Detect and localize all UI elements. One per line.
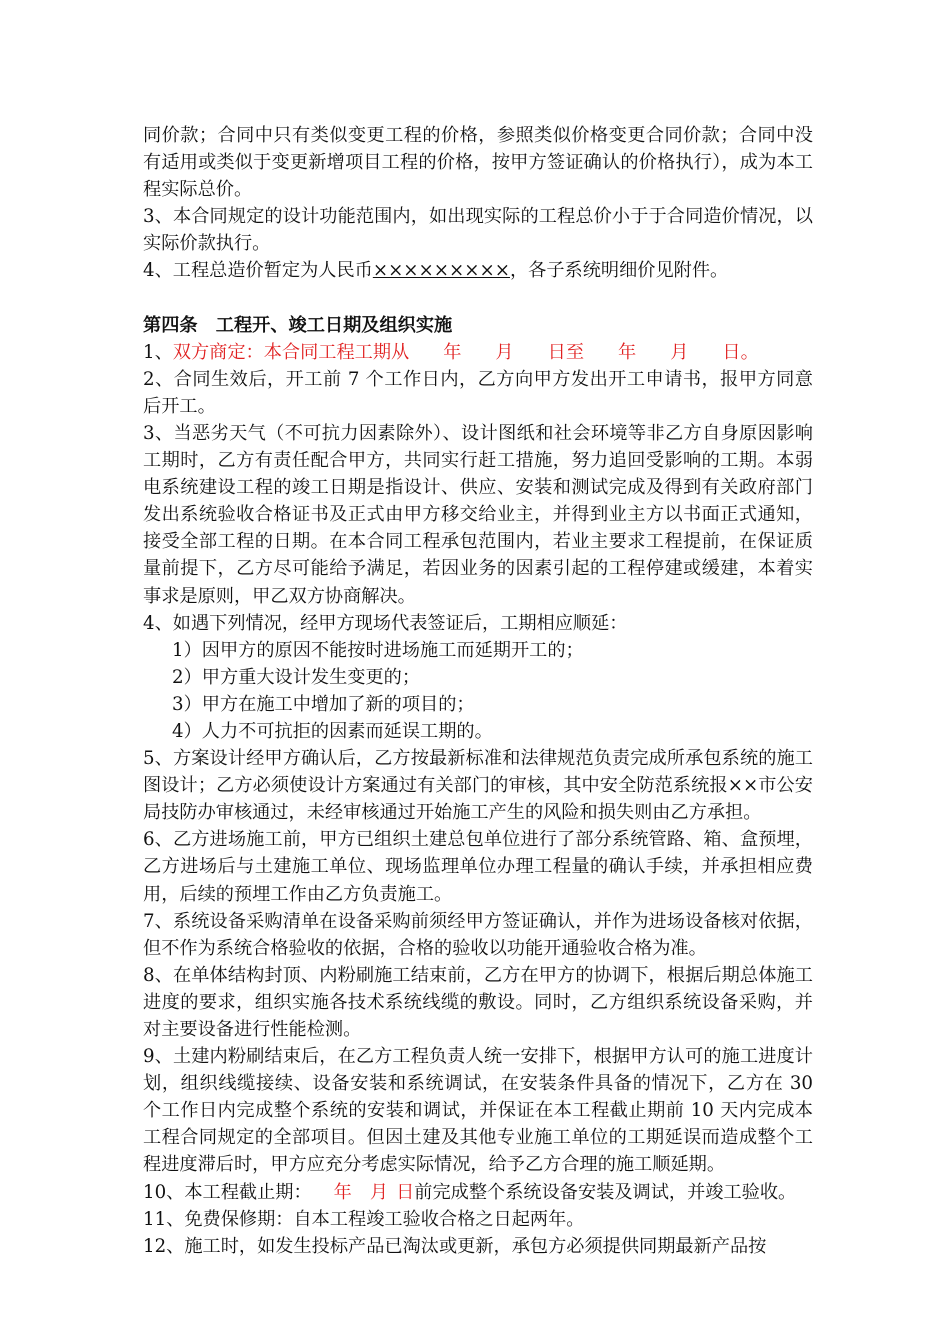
clause-4: 4、如遇下列情况，经甲方现场代表签证后，工期相应顺延： (143, 612, 628, 634)
clause-4-item-2: 2）甲方重大设计发生变更的； (172, 666, 421, 688)
clause-9: 9、土建内粉刷结束后，在乙方工程负责人统一安排下，根据甲方认可的施工进度计划，组织线缆接续、设备安装和系统调试，在安装条件具备的情况下，乙方在 30 个工作日内完成整个系统的安装和调试，并保证在本工程截止期前 10 天内完成本工程合同规定的全部项目。但因土建及其他专业施工单位的工期延误而造成整个工程进度滞后时，甲方应充分考虑实际情况，给予乙方合理的施工顺延期。 (143, 1046, 813, 1176)
paragraph-price-continuation: 同价款；合同中只有类似变更工程的价格，参照类似价格变更合同价款；合同中没有适用或类似于变更新增项目工程的价格，按甲方签证确认的价格执行），成为本工程实际总价。 (143, 125, 813, 201)
schedule-end-day: 日。 (722, 341, 759, 363)
section-gap (143, 285, 813, 312)
deadline-month: 月 (369, 1181, 389, 1203)
schedule-start-month: 月 (495, 341, 514, 363)
clause-4-item-1: 1）因甲方的原因不能按时进场施工而延期开工的； (172, 639, 584, 661)
deadline-year: 年 (333, 1181, 352, 1203)
clause-1-schedule (143, 339, 813, 366)
clause-3: 3、当恶劣天气（不可抗力因素除外）、设计图纸和社会环境等非乙方自身原因影响工期时，乙方有责任配合甲方，共同实行赶工措施，努力追回受影响的工期。本弱电系统建设工程的竣工日期是指设计、供应、安装和测试完成及得到有关政府部门发出系统验收合格证书及正式由甲方移交给业主，并得到业主方以书面正式通知，接受全部工程的日期。在本合同工程承包范围内，若业主要求工程提前，在保证质量前提下，乙方尽可能给予满足，若因业务的因素引起的工程停建或缓建，本着实事求是原则，甲乙双方协商解决。 (143, 422, 813, 607)
schedule-start-day: 日至 (547, 341, 585, 363)
total-price-suffix: ，各子系统明细价见附件。 (509, 260, 729, 282)
total-price-prefix: 4、工程总造价暂定为人民币 (143, 260, 373, 282)
clause-2: 2、合同生效后，开工前 7 个工作日内，乙方向甲方发出开工申请书，报甲方同意后开工。 (143, 368, 813, 417)
clause-10-deadline (143, 1179, 813, 1206)
section-heading-article-4: 第四条 工程开、竣工日期及组织实施 (143, 314, 453, 336)
clause-4-item-4: 4）人力不可抗拒的因素而延误工期的。 (172, 720, 493, 742)
clause-11: 11、免费保修期：自本工程竣工验收合格之日起两年。 (143, 1208, 585, 1230)
clause-1-schedule-text: 双方商定：本合同工程工期从 (172, 341, 410, 363)
paragraph-item-4-total-price (143, 257, 813, 284)
clause-7: 7、系统设备采购清单在设备采购前须经甲方签证确认，并作为进场设备核对依据，但不作为系统合格验收的依据，合格的验收以功能开通验收合格为准。 (143, 910, 813, 959)
clause-10-text: 10、本工程截止期： (143, 1181, 312, 1203)
paragraph-item-3-price: 3、本合同规定的设计功能范围内，如出现实际的工程总价小于于合同造价情况，以实际价款执行。 (143, 206, 813, 255)
schedule-end-month: 月 (670, 341, 689, 363)
clause-10-suffix: 前完成整个系统设备安装及调试，并竣工验收。 (414, 1181, 797, 1203)
document-body (143, 122, 813, 1260)
schedule-end-year: 年 (618, 341, 637, 363)
total-price-amount: ××××××××× (372, 260, 510, 282)
clause-4-item-3: 3）甲方在施工中增加了新的项目的； (172, 693, 475, 715)
clause-8: 8、在单体结构封顶、内粉刷施工结束前，乙方在甲方的协调下，根据后期总体施工进度的要求，组织实施各技术系统线缆的敷设。同时，乙方组织系统设备采购，并对主要设备进行性能检测。 (143, 964, 813, 1040)
clause-12: 12、施工时，如发生投标产品已淘汰或更新，承包方必须提供同期最新产品按 (143, 1235, 767, 1257)
clause-6: 6、乙方进场施工前，甲方已组织土建总包单位进行了部分系统管路、箱、盒预埋，乙方进场后与土建施工单位、现场监理单位办理工程量的确认手续，并承担相应费用，后续的预埋工作由乙方负责施工。 (143, 829, 813, 905)
clause-5: 5、方案设计经甲方确认后，乙方按最新标准和法律规范负责完成所承包系统的施工图设计；乙方必须使设计方案通过有关部门的审核，其中安全防范系统报××市公安局技防办审核通过，未经审核通过开始施工产生的风险和损失则由乙方承担。 (143, 748, 813, 824)
clause-1-number: 1、 (143, 341, 173, 363)
schedule-start-year: 年 (443, 341, 462, 363)
deadline-day: 日 (396, 1181, 415, 1203)
